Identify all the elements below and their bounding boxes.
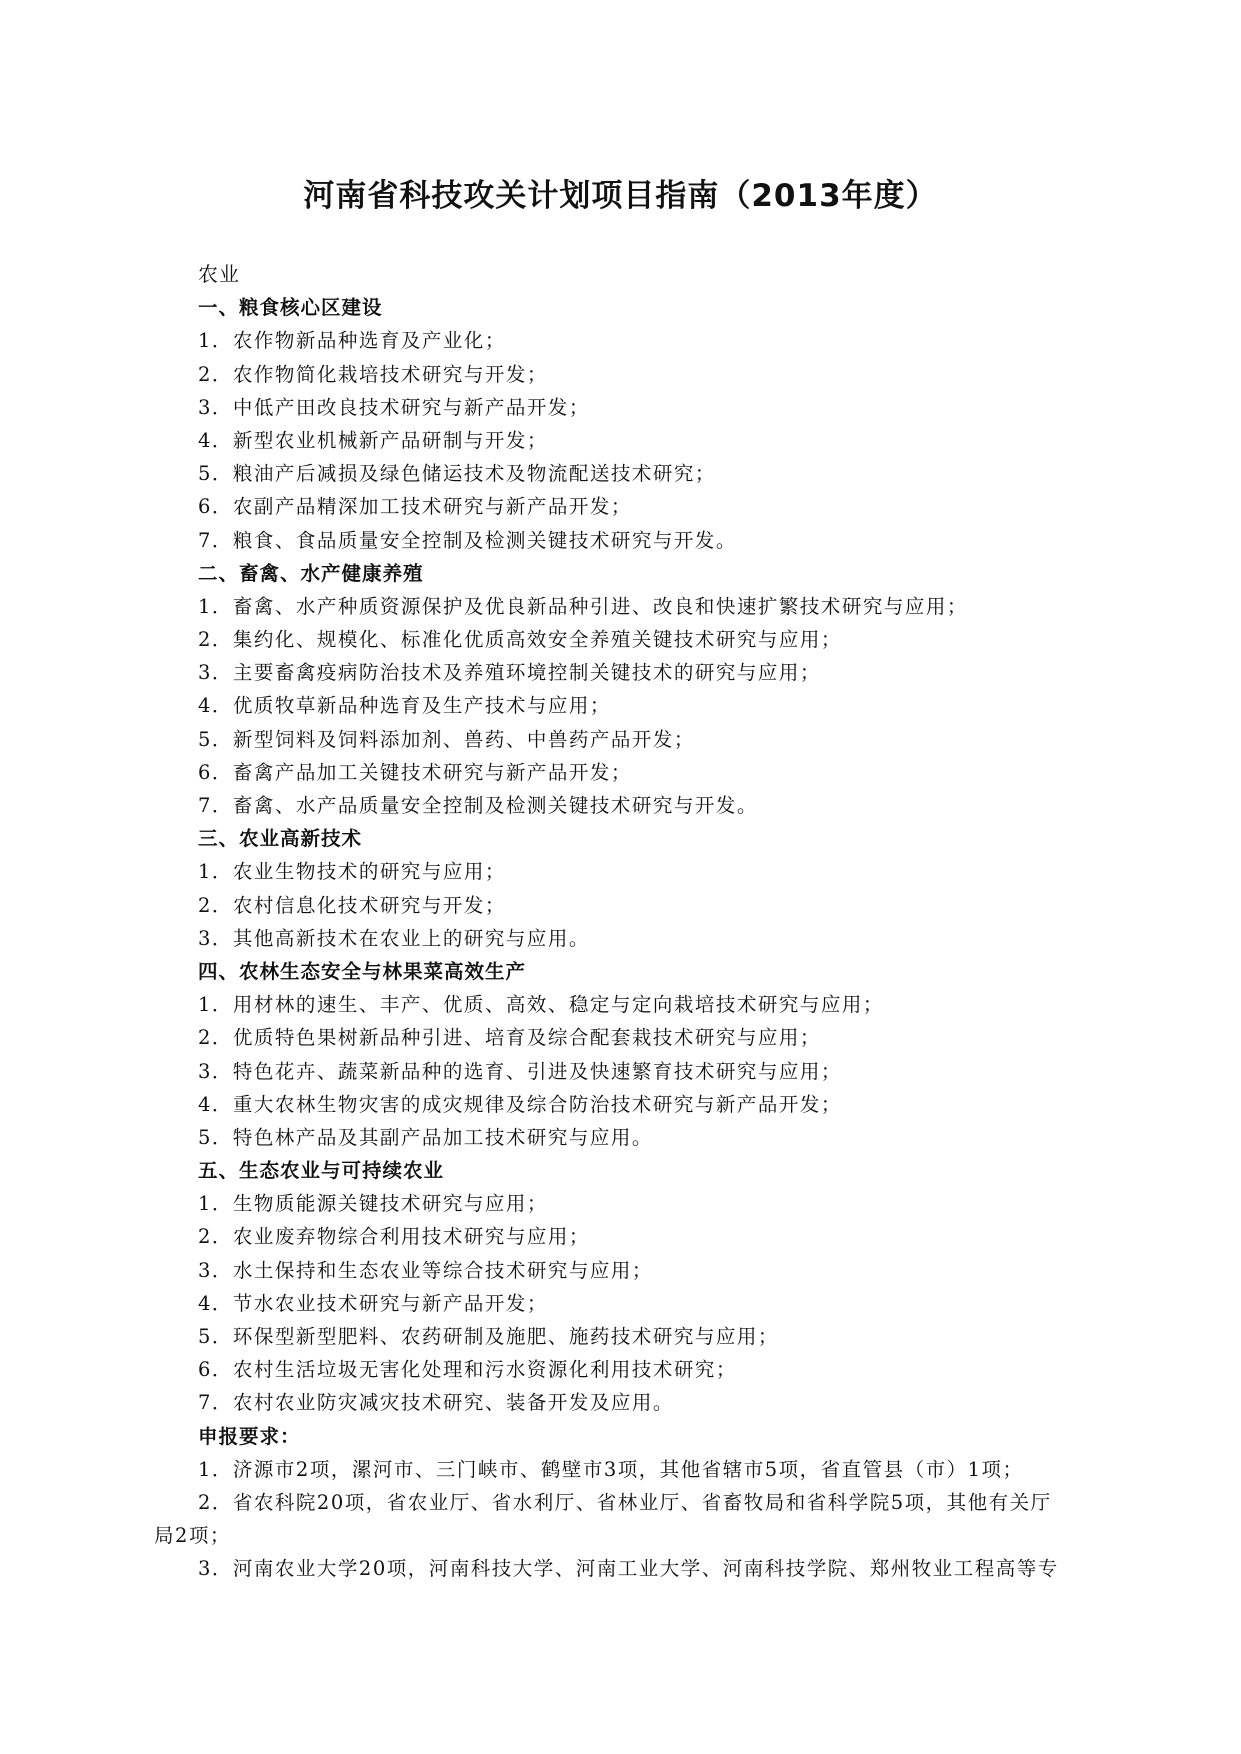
section-heading: 一、粮食核心区建设 xyxy=(198,296,383,320)
section-heading: 四、农林生态安全与林果菜高效生产 xyxy=(198,959,527,983)
list-item: 3．中低产田改良技术研究与新产品开发； xyxy=(198,395,590,419)
list-item: 3．主要畜禽疫病防治技术及养殖环境控制关键技术的研究与应用； xyxy=(198,661,821,685)
list-item: 1．生物质能源关键技术研究与应用； xyxy=(198,1192,548,1216)
requirement-line: 1．济源市2项，漯河市、三门峡市、鹤壁市3项，其他省辖市5项，省直管县（市）1项； xyxy=(198,1457,1024,1481)
list-item: 4．重大农林生物灾害的成灾规律及综合防治技术研究与新产品开发； xyxy=(198,1092,842,1116)
list-item: 6．农村生活垃圾无害化处理和污水资源化利用技术研究； xyxy=(198,1358,737,1382)
list-item: 5．特色林产品及其副产品加工技术研究与应用。 xyxy=(198,1125,653,1149)
document-body xyxy=(154,258,1090,1586)
section-heading: 五、生态农业与可持续农业 xyxy=(198,1159,445,1183)
requirement-paragraph xyxy=(198,1552,1090,1585)
list-item: 2．集约化、规模化、标准化优质高效安全养殖关键技术研究与应用； xyxy=(198,628,842,652)
list-item: 1．农业生物技术的研究与应用； xyxy=(198,860,506,884)
list-item: 2．农作物简化栽培技术研究与开发； xyxy=(198,362,548,386)
list-item: 7．畜禽、水产品质量安全控制及检测关键技术研究与开发。 xyxy=(198,794,758,817)
section-heading: 二、畜禽、水产健康养殖 xyxy=(198,561,424,585)
document-title: 河南省科技攻关计划项目指南（2013年度） xyxy=(303,178,938,214)
list-item: 7．农村农业防灾减灾技术研究、装备开发及应用。 xyxy=(198,1391,674,1415)
list-item: 3．水土保持和生态农业等综合技术研究与应用； xyxy=(198,1258,653,1282)
list-item: 2．农业废弃物综合利用技术研究与应用； xyxy=(198,1225,590,1249)
list-item: 3．特色花卉、蔬菜新品种的选育、引进及快速繁育技术研究与应用； xyxy=(198,1059,842,1083)
list-item: 4．优质牧草新品种选育及生产技术与应用； xyxy=(198,694,611,718)
list-item: 4．新型农业机械新产品研制与开发； xyxy=(198,428,548,452)
list-item: 1．农作物新品种选育及产业化； xyxy=(198,329,506,353)
list-item: 2．农村信息化技术研究与开发； xyxy=(198,893,506,917)
list-item: 6．农副产品精深加工技术研究与新产品开发； xyxy=(198,495,632,519)
list-item: 3．其他高新技术在农业上的研究与应用。 xyxy=(198,926,590,950)
list-item: 4．节水农业技术研究与新产品开发； xyxy=(198,1291,548,1315)
list-item: 1．畜禽、水产种质资源保护及优良新品种引进、改良和快速扩繁技术研究与应用； xyxy=(198,594,968,618)
list-item: 5．粮油产后减损及绿色储运技术及物流配送技术研究； xyxy=(198,462,716,486)
list-item: 5．环保型新型肥料、农药研制及施肥、施药技术研究与应用； xyxy=(198,1325,779,1348)
requirement-line: 3．河南农业大学20项，河南科技大学、河南工业大学、河南科技学院、郑州牧业工程高等专 xyxy=(198,1557,1059,1581)
requirements-heading: 申报要求： xyxy=(198,1424,301,1448)
list-item: 7．粮食、食品质量安全控制及检测关键技术研究与开发。 xyxy=(198,528,737,552)
requirement-line: 2．省农科院20项，省农业厅、省水利厅、省林业厅、省畜牧局和省科学院5项，其他有关厅 xyxy=(198,1490,1052,1514)
list-item: 5．新型饲料及饲料添加剂、兽药、中兽药产品开发； xyxy=(198,727,695,751)
list-item: 2．优质特色果树新品种引进、培育及综合配套栽技术研究与应用； xyxy=(198,1026,821,1050)
requirement-line-continued: 局2项； xyxy=(154,1524,231,1548)
section-heading: 三、农业高新技术 xyxy=(198,827,363,851)
category-label: 农业 xyxy=(198,262,240,286)
list-item: 1．用材林的速生、丰产、优质、高效、稳定与定向栽培技术研究与应用； xyxy=(198,993,884,1017)
requirement-paragraph xyxy=(198,1453,1090,1486)
list-item: 6．畜禽产品加工关键技术研究与新产品开发； xyxy=(198,760,632,784)
requirement-paragraph xyxy=(154,1486,1090,1552)
